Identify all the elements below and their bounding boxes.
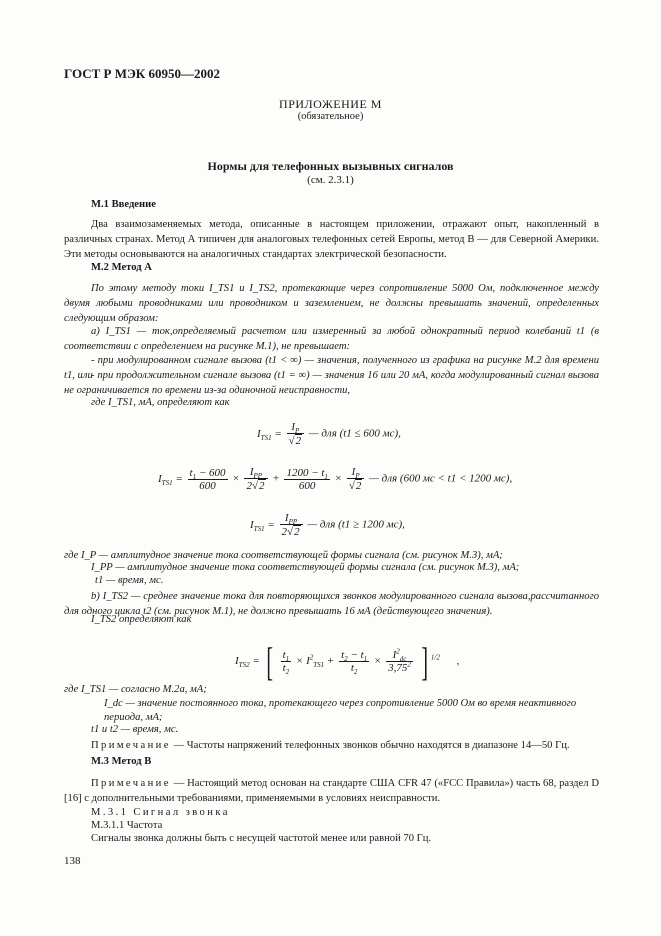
formula-its1-short: $I_{TS1}$ = $\frac{I_P}{√2}$ — для (t1 ≤ 600 мс),: [257, 421, 401, 447]
section-heading-m2: М.2 Метод А: [91, 262, 152, 273]
note-2: [64, 776, 599, 806]
legend-1-line-1: где I_P — амплитудное значение тока соответствующей формы сигнала (см. рисунок М.3), мА;: [64, 550, 503, 561]
method-a-item-a1: - при модулированном сигнале вызова (t1 < ∞) — значения, полученного из графика на рисунке М.2 для времени t1, или: [64, 355, 599, 381]
formula-its1-mid: $I_{TS1}$ = $\frac{t_1 - 600}{600}$ × $\frac{I_{PP}}{2√2}$ + $\frac{1200 - t_1}{600}$ × $\frac{I_P}{√2}$ — для (600 мс < t1 < 1200 мс),: [158, 466, 513, 492]
note-1-text: — Частоты напряжений телефонных звонков обычно находятся в диапазоне 14—50 Гц.: [173, 740, 570, 751]
doc-title: Нормы для телефонных вызывных сигналов: [207, 159, 454, 173]
note-2-label: Примечание: [91, 778, 171, 789]
appendix-status: (обязательное): [297, 111, 364, 122]
note-2-text: — Настоящий метод основан на стандарте США CFR 47 («FCC Правила») часть 68, раздел D [16] с дополнительными требованиями, применяемыми в условиях неисправности.: [64, 778, 599, 804]
method-a-item-b: b) I_TS2 — среднее значение тока для повторяющихся звонков модулированного сигнала вызова,рассчитанного для одного цикла t2 (см. рисунок М.1), не должно превышать 16 мА (действующего значения).: [64, 591, 599, 617]
method-a-where-1: где I_TS1, мА, определяют как: [91, 397, 230, 408]
method-a-paragraph: По этому методу токи I_TS1 и I_TS2, протекающие через сопротивление 5000 Ом, подключенное между двумя любыми проводниками или проводником и заземлением, не должны превышать значений, определенных следующим образом:: [64, 283, 599, 324]
appendix-title: ПРИЛОЖЕНИЕ М: [279, 97, 382, 111]
legend-2-line-2: I_dc — значение постоянного тока, протекающего через сопротивление 5000 Ом во время неактивного периода, мА;: [104, 698, 577, 723]
section-heading-m1: М.1 Введение: [91, 199, 156, 210]
method-a-item-a: а) I_TS1 — ток,определяемый расчетом или измеренный за любой однократный период колебаний t1 (в соответствии с определением на рисунке М.1), не превышает:: [64, 326, 599, 352]
legend-1-line-3: t1 — время, мс.: [95, 575, 164, 586]
document-header: ГОСТ Р МЭК 60950—2002: [64, 66, 220, 81]
legend-2-line-3: t1 и t2 — время, мс.: [91, 724, 179, 735]
formula-its1-long: $I_{TS1}$ = $\frac{I_{PP}}{2√2}$ — для (t1 ≥ 1200 мс),: [250, 512, 405, 538]
method-a-item-a2: - при продолжительном сигнале вызова (t1 = ∞) — значения 16 или 20 мА, когда модулированный сигнал вызова не ограничивается по времени из-за одиночной неисправности,: [64, 370, 599, 396]
section-heading-m3: М.3 Метод В: [91, 756, 152, 767]
formula-condition-2: — для (600 мс < t1 < 1200 мс),: [369, 472, 513, 485]
subsection-m3-1-1: М.3.1.1 Частота: [91, 820, 163, 831]
formula-condition-1: — для (t1 ≤ 600 мс),: [308, 427, 401, 440]
doc-reference: (см. 2.3.1): [307, 174, 354, 186]
note-1-label: Примечание: [91, 740, 171, 751]
note-1: [91, 740, 570, 751]
legend-1-line-2: I_PP — амплитудное значение тока соответствующей формы сигнала (см. рисунок М.3), мА;: [91, 562, 520, 573]
method-a-where-2: I_TS2 определяют как: [91, 614, 192, 625]
formula-its2: $I_{TS2}$ = [ $\frac{t_1}{t_2}$ × $I^2_{TS1}$ + $\frac{t_2 - t_1}{t_2}$ × $\frac{I^2_{dc}}{3,75^2}$ ] $^{1/2}$ ,: [235, 639, 460, 684]
formula-condition-3: — для (t1 ≥ 1200 мс),: [307, 518, 405, 531]
subsection-m3-1: М.3.1 Сигнал звонка: [91, 807, 230, 818]
section-text-m1: Два взаимозаменяемых метода, описанные в настоящем приложении, отражают опыт, накопленный в различных странах. Метод А типичен для аналоговых телефонных сетей Европы, метод В — для Северной Америки. Эти методы основываются на аналогичных стандартах электрической безопасности.: [64, 219, 599, 260]
frequency-requirement: Сигналы звонка должны быть с несущей частотой менее или равной 70 Гц.: [91, 833, 432, 844]
page-number: 138: [64, 855, 81, 867]
legend-2-line-1: где I_TS1 — согласно М.2а, мА;: [64, 684, 207, 695]
